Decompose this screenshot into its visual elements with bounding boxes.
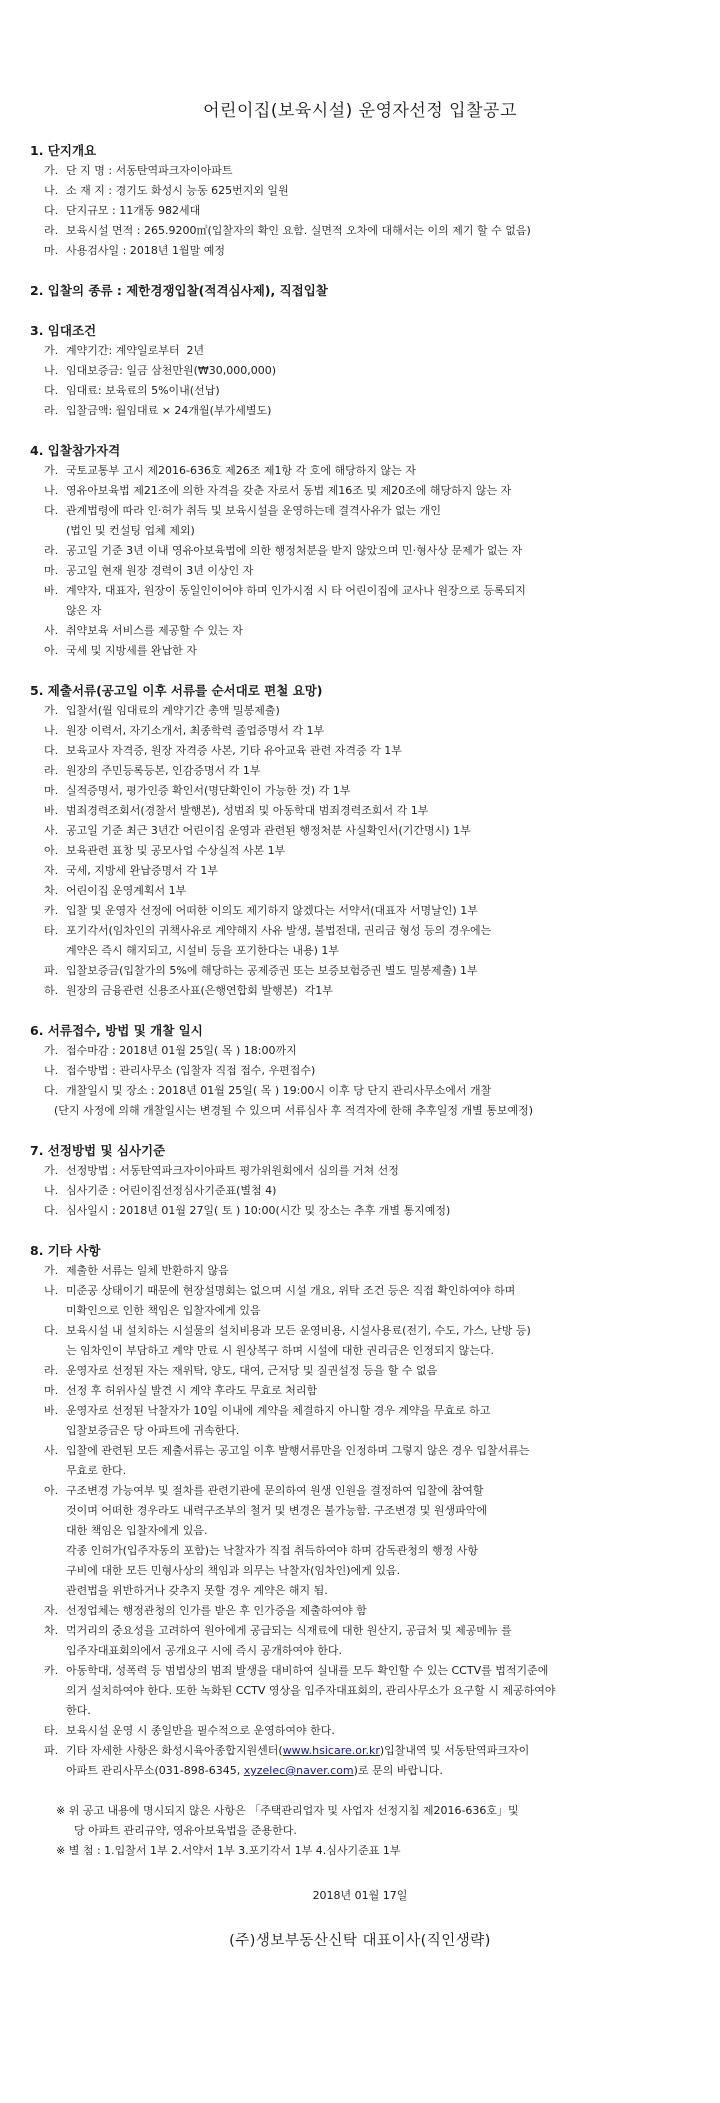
list-item: 아. 구조변경 가능여부 및 절차를 관련기관에 문의하여 원생 인원을 결정하여 입찰에 참여할 — [44, 1484, 484, 1497]
list-item: 라. 입찰금액: 월임대료 × 24개월(부가세별도) — [44, 404, 272, 417]
list-item-continuation: 대한 책임은 입찰자에게 있음. — [66, 1524, 208, 1537]
footnote-continuation: 당 아파트 관리규약, 영유아보육법을 준용한다. — [74, 1824, 297, 1837]
list-item-continuation: 계약은 즉시 해지되고, 시설비 등을 포기한다는 내용) 1부 — [66, 944, 340, 957]
list-item-continuation: 관련법을 위반하거나 갖추지 못할 경우 계약은 해지 됨. — [66, 1584, 328, 1597]
section-eligibility — [30, 441, 692, 661]
list-item: 나. 심사기준 : 어린이집선정심사기준표(별첨 4) — [44, 1184, 277, 1197]
list-item: 다. 보육교사 자격증, 원장 자격증 사본, 기타 유아교육 관련 자격증 각 1부 — [44, 744, 402, 757]
list-item: 가. 입찰서(월 임대료의 계약기간 총액 밀봉제출) — [44, 704, 280, 717]
childcare-center-link[interactable]: www.hsicare.or.kr — [282, 1744, 380, 1757]
list-item-continuation: 각종 인허가(입주자동의 포함)는 낙찰자가 직접 취득하여야 하며 감독관청의 행정 사항 — [66, 1544, 478, 1557]
list-item: 라. 원장의 주민등록등본, 인감증명서 각 1부 — [44, 764, 261, 777]
list-item: 타. 포기각서(임차인의 귀책사유로 계약해지 사유 발생, 불법전대, 권리금 형성 등의 경우에는 — [44, 924, 492, 937]
list-item: 나. 미준공 상태이기 때문에 현장설명회는 없으며 시설 개요, 위탁 조건 등은 직접 확인하여야 하며 — [44, 1284, 516, 1297]
notice-date: 2018년 01월 17일 — [312, 1889, 408, 1902]
section-heading: 5. 제출서류(공고일 이후 서류를 순서대로 편철 요망) — [30, 683, 323, 698]
section-selection-criteria — [30, 1141, 692, 1221]
list-item: 마. 선정 후 허위사실 발견 시 계약 후라도 무효로 처리함 — [44, 1384, 318, 1397]
list-item-continuation: 아파트 관리사무소(031-898-6345, xyzelec@naver.com)로 문의 바랍니다. — [66, 1764, 443, 1777]
list-item: 다. 관계법령에 따라 인·허가 취득 및 보육시설을 운영하는데 결격사유가 없는 개인 — [44, 504, 441, 517]
section-other-matters — [30, 1241, 692, 1781]
footnote-attachments: ※ 별 첨 : 1.입찰서 1부 2.서약서 1부 3.포기각서 1부 4.심사기준표 1부 — [56, 1844, 401, 1857]
section-heading: 4. 입찰참가자격 — [30, 443, 121, 458]
list-item: 가. 접수마감 : 2018년 01월 25일( 목 ) 18:00까지 — [44, 1044, 297, 1057]
contact-email-link[interactable]: xyzelec@naver.com — [243, 1764, 354, 1777]
list-item: 나. 임대보증금: 일금 삼천만원(₩30,000,000) — [44, 364, 277, 377]
list-item: 자. 국세, 지방세 완납증명서 각 1부 — [44, 864, 218, 877]
list-item: 다. 보육시설 내 설치하는 시설물의 설치비용과 모든 운영비용, 시설사용료(전기, 수도, 가스, 난방 등) — [44, 1324, 531, 1337]
footnote-governing-rules: ※ 위 공고 내용에 명시되지 않은 사항은 「주택관리업자 및 사업자 선정지침 제2016-636호」및 — [56, 1804, 519, 1817]
list-item: 차. 어린이집 운영계획서 1부 — [44, 884, 187, 897]
list-item: 사. 입찰에 관련된 모든 제출서류는 공고일 이후 발행서류만을 인정하며 그렇지 않은 경우 입찰서류는 — [44, 1444, 530, 1457]
list-item-continuation: 는 임차인이 부담하고 계약 만료 시 원상복구 하며 시설에 대한 권리금은 인정되지 않는다. — [66, 1344, 494, 1357]
section-heading: 7. 선정방법 및 심사기준 — [30, 1143, 166, 1158]
list-item: 마. 실적증명서, 평가인증 확인서(명단확인이 가능한 것) 각 1부 — [44, 784, 351, 797]
schedule-note: (단지 사정에 의해 개찰일시는 변경될 수 있으며 서류심사 후 적격자에 한해 추후일정 개별 통보예정) — [54, 1104, 534, 1117]
list-item: 다. 심사일시 : 2018년 01월 27일( 토 ) 10:00(시간 및 장소는 추후 개별 통지예정) — [44, 1204, 451, 1217]
list-item: 나. 소 재 지 : 경기도 화성시 능동 625번지외 일원 — [44, 184, 289, 197]
list-item-continuation: 입찰보증금은 당 아파트에 귀속한다. — [66, 1424, 240, 1437]
section-lease-terms — [30, 321, 692, 421]
list-item: 마. 사용검사일 : 2018년 1월말 예정 — [44, 244, 225, 257]
issuer-signature: (주)생보부동산신탁 대표이사(직인생략) — [229, 1933, 491, 1949]
document-title: 어린이집(보육시설) 운영자선정 입찰공고 — [203, 101, 517, 121]
list-item: 라. 공고일 기준 3년 이내 영유아보육법에 의한 행정처분을 받지 않았으며 민·형사상 문제가 없는 자 — [44, 544, 523, 557]
section-submission-schedule — [30, 1021, 692, 1121]
list-item: 가. 계약기간: 계약일로부터 2년 — [44, 344, 205, 357]
list-item: 다. 개찰일시 및 장소 : 2018년 01월 25일( 목 ) 19:00시 이후 당 단지 관리사무소에서 개찰 — [44, 1084, 492, 1097]
list-item: 다. 단지규모 : 11개동 982세대 — [44, 204, 201, 217]
list-item-continuation: 한다. — [66, 1704, 91, 1717]
section-heading: 1. 단지개요 — [30, 143, 97, 158]
list-item: 바. 범죄경력조회서(경찰서 발행본), 성범죄 및 아동학대 범죄경력조회서 각 1부 — [44, 804, 429, 817]
list-item-continuation: 입주자대표회의에서 공개요구 시에 즉시 공개하여야 한다. — [66, 1644, 343, 1657]
list-item: 아. 국세 및 지방세를 완납한 자 — [44, 644, 197, 657]
list-item: 라. 운영자로 선정된 자는 재위탁, 양도, 대여, 근저당 및 질권설정 등을 할 수 없음 — [44, 1364, 438, 1377]
item-list — [30, 161, 692, 261]
list-item: 아. 보육관련 표창 및 공모사업 수상실적 사본 1부 — [44, 844, 286, 857]
list-item-continuation: 것이며 어떠한 경우라도 내력구조부의 철거 및 변경은 불가능함. 구조변경 및 원생파악에 — [66, 1504, 487, 1517]
list-item: 나. 영유아보육법 제21조에 의한 자격을 갖춘 자로서 동법 제16조 및 제20조에 해당하지 않는 자 — [44, 484, 512, 497]
section-required-documents — [30, 681, 692, 1001]
list-item-continuation: 의거 설치하여야 한다. 또한 녹화된 CCTV 영상을 입주자대표회의, 관리사무소가 요구할 시 제공하여야 — [66, 1684, 556, 1697]
section-heading: 8. 기타 사항 — [30, 1243, 101, 1258]
list-item: 카. 입찰 및 운영자 선정에 어떠한 이의도 제기하지 않겠다는 서약서(대표자 서명날인) 1부 — [44, 904, 478, 917]
list-item: 나. 원장 이력서, 자기소개서, 최종학력 졸업증명서 각 1부 — [44, 724, 325, 737]
list-item: 가. 선정방법 : 서동탄역파크자이아파트 평가위원회에서 심의를 거쳐 선정 — [44, 1164, 399, 1177]
list-item: 사. 취약보육 서비스를 제공할 수 있는 자 — [44, 624, 243, 637]
list-item-continuation: (법인 및 컨설팅 업체 제외) — [66, 524, 195, 537]
list-item: 가. 제출한 서류는 일체 반환하지 않음 — [44, 1264, 229, 1277]
section-complex-overview — [30, 141, 692, 261]
list-item: 나. 접수방법 : 관리사무소 (입찰자 직접 접수, 우편접수) — [44, 1064, 316, 1077]
section-heading: 3. 임대조건 — [30, 323, 97, 338]
section-heading: 6. 서류접수, 방법 및 개찰 일시 — [30, 1023, 203, 1038]
list-item: 사. 공고일 기준 최근 3년간 어린이집 운영과 관련된 행정처분 사실확인서(기간명시) 1부 — [44, 824, 471, 837]
footnotes — [56, 1801, 720, 1861]
list-item: 마. 공고일 현재 원장 경력이 3년 이상인 자 — [44, 564, 254, 577]
list-item: 타. 보육시설 운영 시 종일반을 필수적으로 운영하여야 한다. — [44, 1724, 335, 1737]
section-bid-type — [30, 281, 692, 301]
list-item: 다. 임대료: 보육료의 5%이내(선납) — [44, 384, 220, 397]
list-item: 차. 먹거리의 중요성을 고려하여 원아에게 공급되는 식재료에 대한 원산지, 공급처 및 제공메뉴 를 — [44, 1624, 512, 1637]
section-heading: 2. 입찰의 종류 : 제한경쟁입찰(적격심사제), 직접입찰 — [30, 283, 328, 298]
list-item: 라. 보육시설 면적 : 265.9200㎡(입찰자의 확인 요함. 실면적 오차에 대해서는 이의 제기 할 수 없음) — [44, 224, 531, 237]
list-item-continuation: 구비에 대한 모든 민형사상의 책임과 의무는 낙찰자(임차인)에게 있음. — [66, 1564, 401, 1577]
list-item: 파. 기타 자세한 사항은 화성시육아종합지원센터(www.hsicare.or.kr)입찰내역 및 서동탄역파크자이 — [44, 1744, 530, 1757]
item-list — [30, 341, 692, 421]
list-item: 바. 운영자로 선정된 낙찰자가 10일 이내에 계약을 체결하지 아니할 경우 계약을 무효로 하고 — [44, 1404, 491, 1417]
list-item: 가. 단 지 명 : 서동탄역파크자이아파트 — [44, 164, 233, 177]
list-item-continuation: 미확인으로 인한 책임은 입찰자에게 있음 — [66, 1304, 261, 1317]
list-item: 카. 아동학대, 성폭력 등 범법상의 범죄 발생을 대비하여 실내를 모두 확인할 수 있는 CCTV를 법적기준에 — [44, 1664, 549, 1677]
list-item-continuation: 무효로 한다. — [66, 1464, 127, 1477]
list-item: 하. 원장의 금융관련 신용조사표(은행연합회 발행본) 각1부 — [44, 984, 333, 997]
list-item: 파. 입찰보증금(입찰가의 5%에 해당하는 공제증권 또는 보증보험증권 별도 밀봉제출) 1부 — [44, 964, 478, 977]
list-item: 자. 선정업체는 행정관청의 인가를 받은 후 인가증을 제출하여야 함 — [44, 1604, 367, 1617]
list-item: 바. 계약자, 대표자, 원장이 동일인이어야 하며 인가시점 시 타 어린이집에 교사나 원장으로 등록되지 — [44, 584, 526, 597]
list-item: 가. 국토교통부 고시 제2016-636호 제26조 제1항 각 호에 해당하지 않는 자 — [44, 464, 416, 477]
list-item-continuation: 않은 자 — [66, 604, 102, 617]
